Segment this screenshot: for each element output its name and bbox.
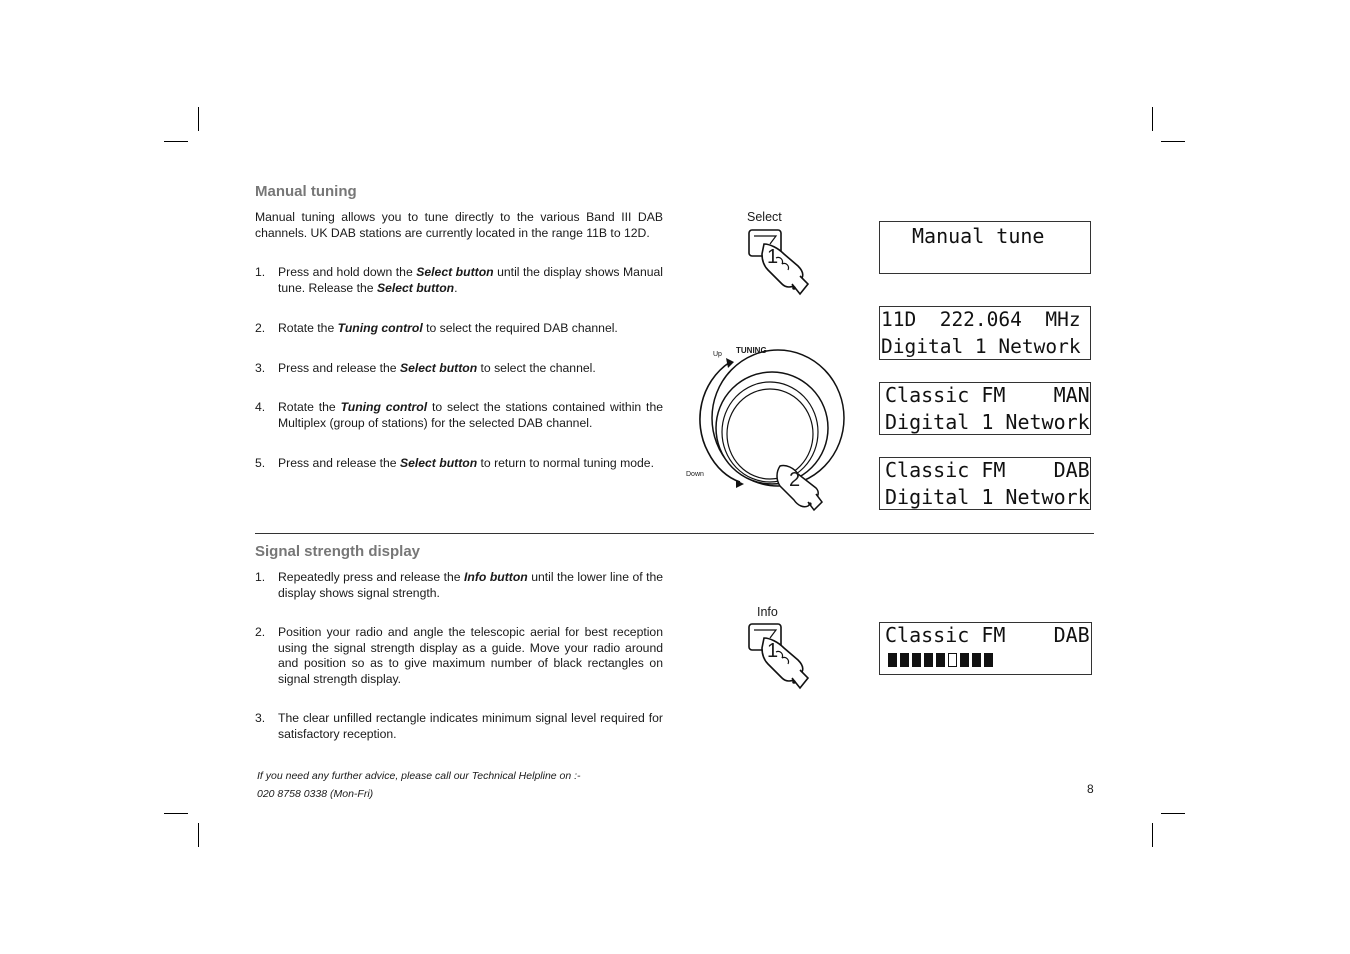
manual-step-1: 1. Press and hold down the Select button until the display shows Manual tune. Release the Select button.: [255, 265, 663, 295]
info-step-number: 1: [767, 640, 779, 662]
manual-step-2: 2. Rotate the Tuning control to select the required DAB channel.: [255, 321, 618, 335]
lcd-display-station-dab: [879, 457, 1091, 510]
manual-step-4: 4. Rotate the Tuning control to select the stations contained within the Multiplex (group of stations) for the selected DAB channel.: [255, 400, 663, 430]
lcd-line-1: 11D 222.064 MHz: [881, 308, 1081, 331]
lcd-line-1: Classic FM DAB: [885, 458, 1090, 482]
tuning-label: TUNING: [736, 346, 767, 355]
signal-step-3: 3. The clear unfilled rectangle indicates minimum signal level required for satisfactory reception.: [255, 711, 663, 741]
lcd-line-2: Digital 1 Network: [885, 485, 1090, 509]
lcd-display-signal-strength: [879, 622, 1092, 675]
signal-rectangle: [888, 653, 897, 667]
signal-rectangle: [912, 653, 921, 667]
signal-step-1: 1. Repeatedly press and release the Info button until the lower line of the display shows signal strength.: [255, 570, 664, 600]
tuning-step-number: 2: [789, 469, 801, 491]
lcd-line-1: Classic FM MAN: [885, 383, 1090, 407]
lcd-line-1: Classic FM DAB: [885, 623, 1090, 647]
tuning-down-label: Down: [686, 471, 704, 478]
step-number: 3.: [255, 361, 266, 375]
lcd-display-channel: [879, 306, 1091, 360]
crop-mark: [198, 823, 199, 847]
crop-mark: [198, 107, 199, 131]
signal-rectangle: [936, 653, 945, 667]
step-number: 1.: [255, 265, 266, 279]
crop-mark: [164, 141, 188, 142]
signal-rectangle: [960, 653, 969, 667]
step-number: 4.: [255, 400, 266, 414]
lcd-line-2: Digital 1 Network: [881, 335, 1081, 358]
crop-mark: [1152, 823, 1153, 847]
lcd-line-1: Manual tune: [912, 224, 1045, 248]
footer-helpline-number: 020 8758 0338 (Mon-Fri): [257, 788, 374, 800]
step-number: 5.: [255, 456, 266, 470]
step-number: 2.: [255, 321, 266, 335]
page-number: 8: [1087, 782, 1094, 796]
signal-rectangle: [924, 653, 933, 667]
signal-min-level-rectangle: [948, 653, 957, 667]
step-number: 1.: [255, 570, 266, 584]
lcd-line-2: Digital 1 Network: [885, 410, 1090, 434]
step-number: 2.: [255, 625, 266, 639]
select-button-label: Select: [747, 210, 782, 224]
step-number: 3.: [255, 711, 266, 725]
footer-helpline-text: If you need any further advice, please call our Technical Helpline on :-: [257, 770, 581, 782]
tuning-knob-icon: [682, 342, 852, 514]
signal-rectangle: [900, 653, 909, 667]
select-step-number: 1: [767, 246, 779, 268]
manual-tuning-intro: Manual tuning allows you to tune directly to the various Band III DAB channels. UK DAB stations are currently located in the range 11B to 12D.: [255, 210, 663, 240]
info-button-label: Info: [757, 605, 778, 619]
manual-tuning-heading: Manual tuning: [255, 183, 357, 200]
manual-step-3: 3. Press and release the Select button to select the channel.: [255, 361, 596, 375]
crop-mark: [1161, 813, 1185, 814]
signal-rectangle: [972, 653, 981, 667]
tuning-up-label: Up: [713, 351, 722, 358]
lcd-display-manual-tune: [879, 221, 1091, 274]
crop-mark: [164, 813, 188, 814]
crop-mark: [1152, 107, 1153, 131]
signal-strength-bar: [888, 651, 996, 669]
section-divider: [255, 533, 1094, 534]
manual-step-5: 5. Press and release the Select button to return to normal tuning mode.: [255, 456, 654, 470]
signal-step-2: 2. Position your radio and angle the telescopic aerial for best reception using the signal strength display as a guide. Move your radio around and position so as to give maximum number of black rectangles on signal strength display.: [255, 625, 663, 686]
lcd-display-station-man: [879, 382, 1091, 435]
signal-rectangle: [984, 653, 993, 667]
crop-mark: [1161, 141, 1185, 142]
signal-strength-heading: Signal strength display: [255, 543, 421, 560]
